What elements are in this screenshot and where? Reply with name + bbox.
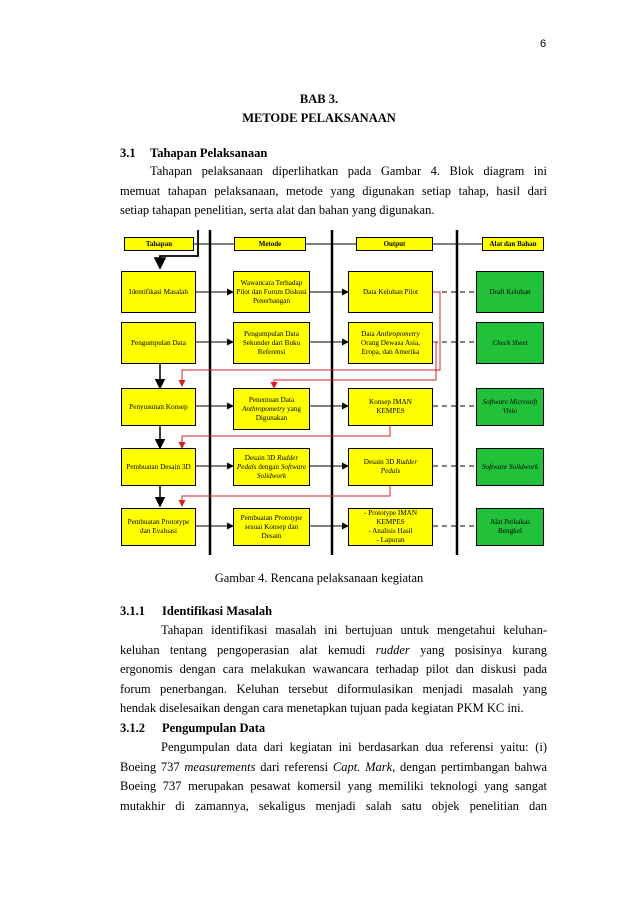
paragraph-line: Boeing 737 merupakan pesawat komersil yang memiliki teknologi yang sangat [120, 779, 547, 794]
metode-box [233, 322, 310, 364]
section-3-1-2-paragraph [120, 738, 547, 816]
box-line: Konsep IMAN [369, 398, 412, 406]
paragraph-line: forum penerbangan. Keluhan tersebut diformulasikan menjadi masalah yang [120, 681, 547, 696]
box-line: Wawancara Terhadap [240, 278, 303, 287]
section-3-1-2-number: 3.1.2 [120, 721, 145, 735]
box-line: Bengkel [498, 527, 522, 535]
paragraph-line: Boeing 737 measurements dari referensi Capt. Mark, dengan pertimbangan bahwa [120, 759, 548, 774]
paragraph-line: Tahapan pelaksanaan diperlihatkan pada Gambar 4. Blok diagram ini [150, 164, 547, 178]
section-3-1-1-paragraph [120, 621, 547, 719]
tool-box [476, 508, 544, 546]
output-box [348, 508, 433, 546]
header-output: Output [356, 237, 433, 251]
chapter-label: BAB 3. [299, 92, 339, 106]
paragraph-line: mutakhir di zamannya, sekaligus menjadi salah satu objek penelitian dan [120, 798, 547, 813]
box-line: Alat Perkakas [489, 518, 531, 526]
box-line: Penentuan Data [248, 395, 295, 404]
box-line: Digunakan [255, 413, 288, 422]
metode-box: Penentuan Data Anthropometry yang Digunakan [233, 388, 310, 430]
tool-box: Draft Keluhan [476, 271, 544, 313]
output-box: Data Anthropometry Orang Dewasa Asia, Eropa, dan Amerika [348, 322, 433, 364]
box-line: Pengumpulan Data [244, 329, 299, 338]
figure-caption: Gambar 4. Rencana pelaksanaan kegiatan [214, 571, 424, 585]
section-3-1-1-title: Identifikasi Masalah [162, 604, 273, 618]
box-line: - Prototype IMAN KEMPES [363, 509, 418, 526]
tool-box: Check Sheet [476, 322, 544, 364]
box-line: KEMPES [376, 407, 405, 415]
page-number: 6 [540, 38, 547, 50]
paragraph-line: setiap tahapan penelitian, serta alat dan bahan yang digunakan. [120, 203, 435, 218]
metode-box: Pembuatan Prototype sesuai Konsep dan Desain [233, 508, 310, 546]
box-line: - Analisis Hasil [368, 527, 413, 535]
box-line: Sekunder dari Buku [242, 338, 301, 347]
tahapan-box: Pembuatan Desain 3D [121, 448, 196, 486]
box-line: Referensi [257, 347, 286, 356]
output-box [348, 388, 433, 426]
tahapan-box: Pembuatan Prototype dan Evaluasi [121, 508, 196, 546]
box-line: Visio [502, 407, 518, 415]
tahapan-box: Pengumpulan Data [121, 322, 196, 364]
paragraph-line: memuat tahapan pelaksanaan, metode yang digunakan setiap tahap, hasil dari [120, 183, 547, 198]
metode-box [233, 271, 310, 313]
tahapan-box: Identifikasi Masalah [121, 271, 196, 313]
header-tahapan: Tahapan [124, 237, 194, 251]
metode-box: Desain 3D Rudder Pedals dengan Software Solidwork [233, 448, 310, 486]
tool-box: Software Solidwork [476, 448, 544, 486]
output-box: Desain 3D Rudder Pedals [348, 448, 433, 486]
paragraph-line: hendak diselesaikan dengan cara menetapkan tujuan pada kegiatan PKM KC ini. [120, 701, 524, 716]
box-line: Penerbangan [252, 296, 291, 305]
tahapan-box: Penyusunan Konsep [121, 388, 196, 426]
chapter-title: METODE PELAKSANAAN [242, 111, 396, 125]
section-3-1-1-number: 3.1.1 [120, 604, 145, 618]
header-metode: Metode [234, 237, 306, 251]
paragraph-line: ergonomis dengan cara melakukan wawancara terhadap pilot dan diskusi pada [120, 662, 547, 677]
box-line: Eropa, dan Amerika [361, 347, 420, 356]
tool-box [476, 388, 544, 426]
paragraph-line: Tahapan identifikasi masalah ini bertujuan untuk mengetahui keluhan- [161, 623, 547, 637]
box-line: - Laporan [376, 536, 405, 544]
section-3-1-number: 3.1 [120, 146, 136, 160]
paragraph-line: keluhan tentang pengoperasian alat kemudi rudder yang posisinya kurang [120, 642, 548, 657]
paragraph-line: Pengumpulan data dari kegiatan ini berdasarkan dua referensi yaitu: (i) [161, 740, 547, 754]
section-3-1-title: Tahapan Pelaksanaan [150, 146, 268, 160]
box-line: Orang Dewasa Asia, [361, 338, 420, 347]
box-line: Pilot dan Forum Diskusi [236, 287, 307, 296]
header-alat-bahan: Alat dan Bahan [482, 237, 544, 251]
box-line: sesuai Konsep dan [244, 522, 299, 531]
box-line: Desain [261, 531, 282, 540]
section-3-1-2-title: Pengumpulan Data [162, 721, 266, 735]
output-box: Data Keluhan Pilot [348, 271, 433, 313]
box-line: Software Microsoft [482, 398, 538, 406]
